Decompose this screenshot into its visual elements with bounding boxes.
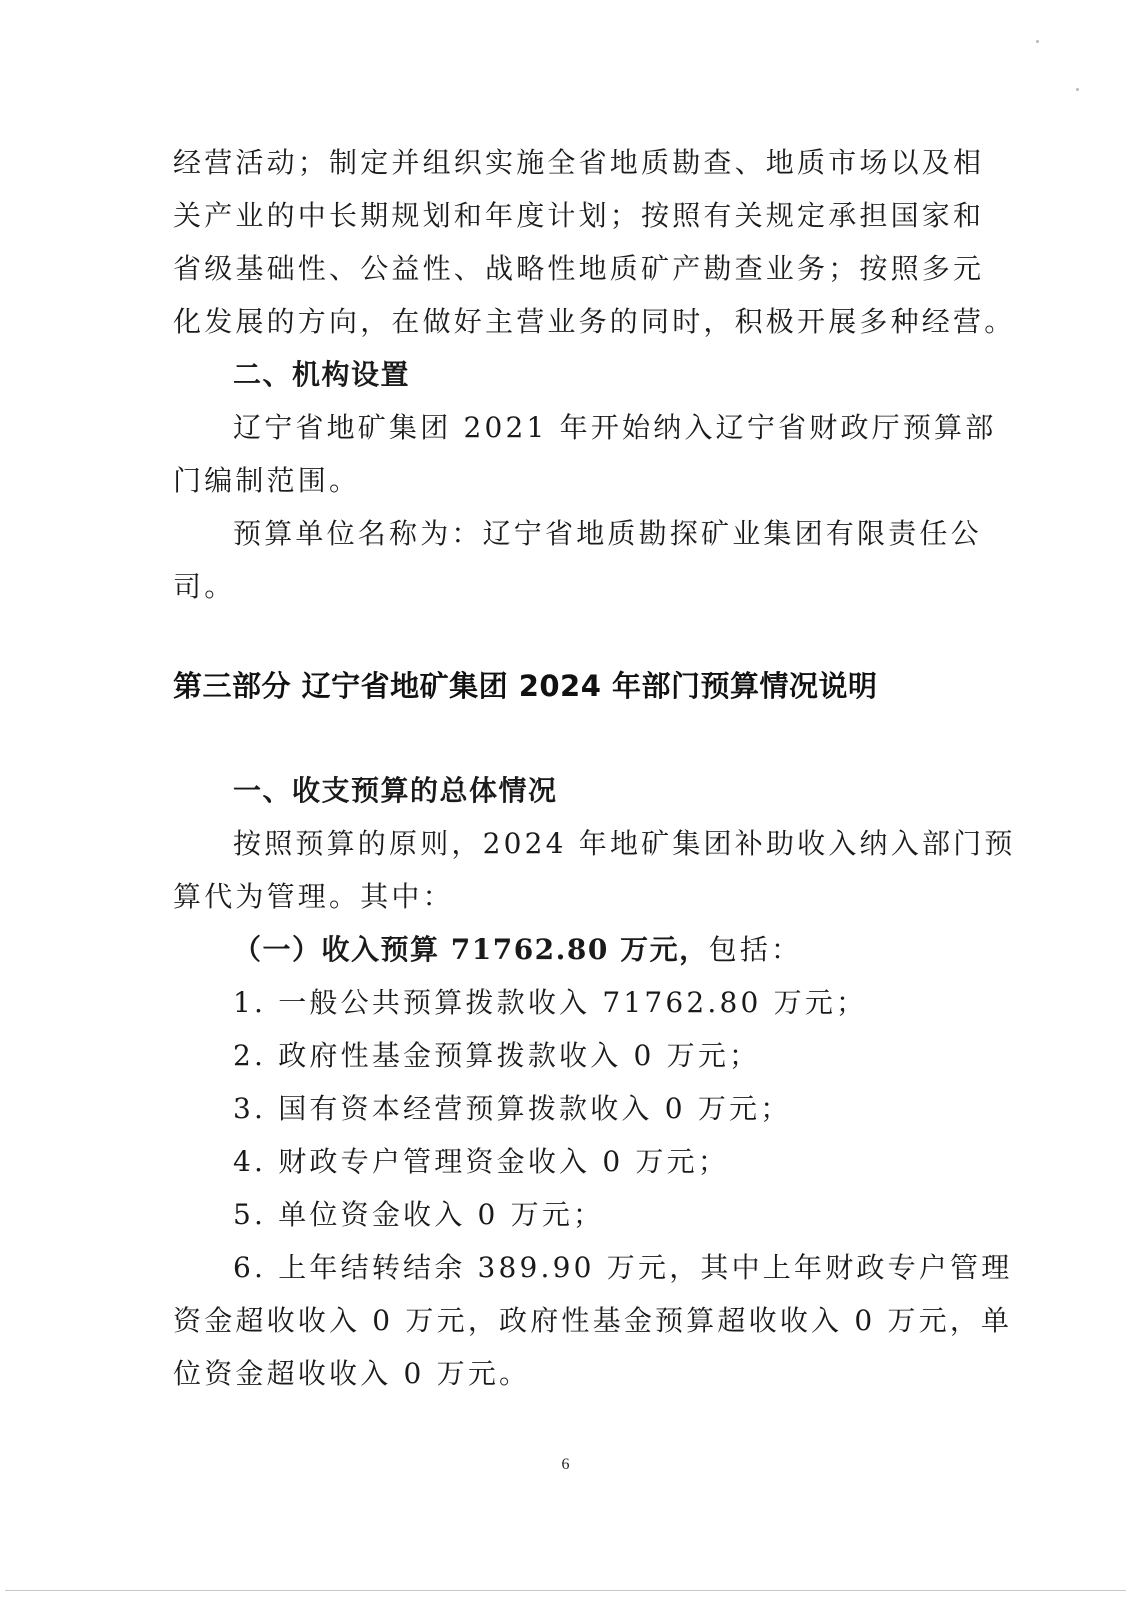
body-text-line: 经营活动；制定并组织实施全省地质勘查、地质市场以及相 <box>173 146 985 179</box>
income-item: 5. 单位资金收入 0 万元； <box>233 1198 605 1231</box>
income-item: 4. 财政专户管理资金收入 0 万元； <box>233 1145 730 1178</box>
part-title: 第三部分 辽宁省地矿集团 2024 年部门预算情况说明 <box>173 669 878 703</box>
body-text-line: 化发展的方向，在做好主营业务的同时，积极开展多种经营。 <box>173 305 1016 338</box>
body-text-line: 按照预算的原则，2024 年地矿集团补助收入纳入部门预 <box>233 827 1016 860</box>
section-heading: 二、机构设置 <box>233 358 411 391</box>
income-item: 2. 政府性基金预算拨款收入 0 万元； <box>233 1039 761 1072</box>
income-item: 3. 国有资本经营预算拨款收入 0 万元； <box>233 1092 792 1125</box>
income-heading <box>233 930 1003 970</box>
body-text-line: 司。 <box>173 570 236 603</box>
scan-speck <box>1076 88 1079 91</box>
body-text-line: 预算单位名称为：辽宁省地质勘探矿业集团有限责任公 <box>233 517 982 550</box>
body-text-line: 算代为管理。其中： <box>173 880 454 913</box>
body-text-line: 门编制范围。 <box>173 464 361 497</box>
section-heading: 一、收支预算的总体情况 <box>233 774 558 807</box>
page-number: 6 <box>561 1456 570 1473</box>
body-text-line: 辽宁省地矿集团 2021 年开始纳入辽宁省财政厅预算部 <box>233 411 997 444</box>
income-item: 1. 一般公共预算拨款收入 71762.80 万元； <box>233 986 868 1019</box>
income-heading-rest: 包括： <box>708 933 803 966</box>
income-item: 6. 上年结转结余 389.90 万元，其中上年财政专户管理 <box>233 1251 1013 1284</box>
income-heading-bold: （一）收入预算 71762.80 万元， <box>233 933 709 966</box>
body-text-line: 省级基础性、公益性、战略性地质矿产勘查业务；按照多元 <box>173 252 985 285</box>
scan-speck <box>1036 40 1039 43</box>
body-text-line: 位资金超收收入 0 万元。 <box>173 1357 531 1390</box>
body-text-line: 关产业的中长期规划和年度计划；按照有关规定承担国家和 <box>173 199 985 232</box>
body-text-line: 资金超收收入 0 万元，政府性基金预算超收收入 0 万元，单 <box>173 1304 1013 1337</box>
scan-edge-line <box>5 1590 1126 1591</box>
